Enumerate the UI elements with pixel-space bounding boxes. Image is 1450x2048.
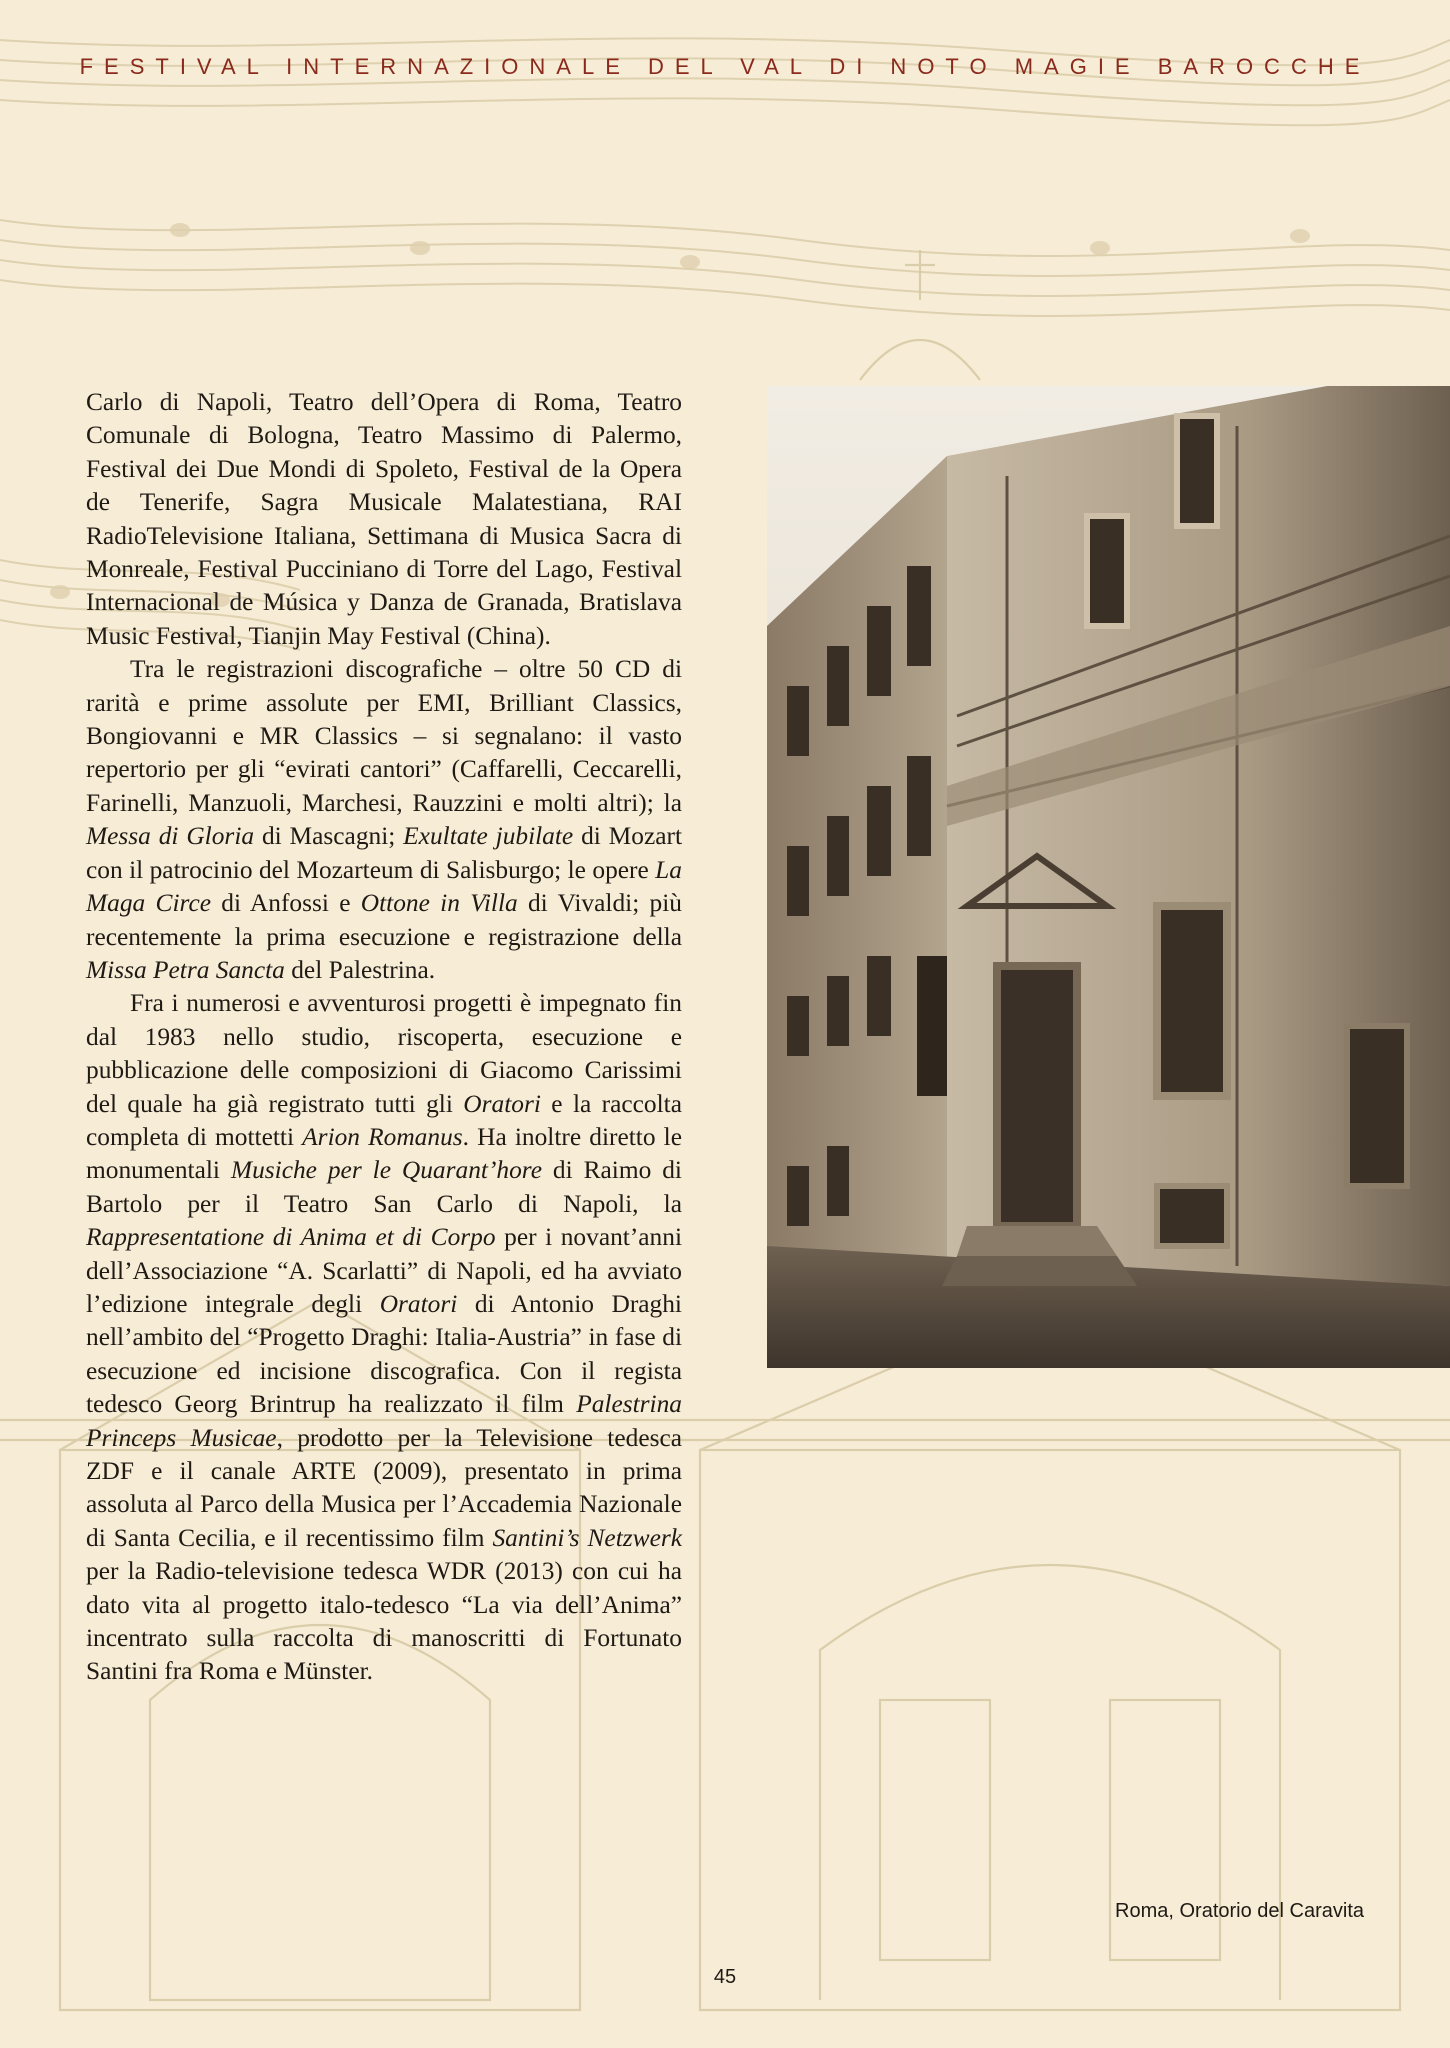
italic-title: Musiche per le Quarant’hore [230,1156,542,1185]
italic-title: Palestrina Princeps Musicae [86,1390,682,1452]
italic-title: La Maga Circe [86,855,682,918]
text-run: di Mascagni; [254,822,404,851]
italic-title: Ottone in Villa [360,889,518,918]
italic-title: Arion Romanus [302,1122,463,1151]
text-run: e la raccolta completa di mottetti [86,1089,682,1151]
text-run: di Raimo di Bartolo per il Teatro San Carlo di Napoli, la [86,1156,682,1218]
text-run: per i novant’anni dell’Associazione “A. Scarlatti” di Napoli, ed ha avviato l’edizione integrale degli [86,1223,683,1318]
italic-title: Rappresentatione di Anima et di Corpo [86,1223,496,1252]
article-paragraph [86,653,682,987]
page-number: 45 [713,1966,737,1988]
article-body [86,386,682,1689]
text-run: Tra le registrazioni discografiche – oltre 50 CD di rarità e prime assolute per EMI, Brilliant Classics, Bongiovanni e MR Classics – si segnalano: il vasto repertorio per gli “evirati cantori” (Caffarelli, Ceccarelli, Farinelli, Manzuoli, Marchesi, Rauzzini e molti altri); la [86,655,682,817]
article-paragraph [86,386,682,653]
italic-title: Oratori [379,1289,458,1318]
text-run: , prodotto per la Televisione tedesca ZDF e il canale ARTE (2009), presentato in prima assoluta al Parco della Musica per l’Accademia Nazionale di Santa Cecilia, e il recentissimo film [86,1423,683,1552]
photo-caption: Roma, Oratorio del Caravita [1115,1900,1364,1922]
running-header: FESTIVAL INTERNAZIONALE DEL VAL DI NOTO MAGIE BAROCCHE [79,54,1371,79]
text-run: di Antonio Draghi nell’ambito del “Progetto Draghi: Italia-Austria” in fase di esecuzione ed incisione discografica. Con il regista tedesco Georg Brintrup ha realizzato il film [86,1289,682,1419]
text-run: Fra i numerosi e avventurosi progetti è impegnato fin dal 1983 nello studio, riscoperta, esecuzione e pubblicazione delle composizioni di Giacomo Carissimi del quale ha già registrato tutti gli [86,989,682,1118]
text-run: del Palestrina. [284,955,436,984]
text-run: di Vivaldi; più recentemente la prima esecuzione e registrazione della [86,889,682,951]
oratorio-photo [767,386,1450,1368]
text-run: Carlo di Napoli, Teatro dell’Opera di Roma, Teatro Comunale di Bologna, Teatro Massimo di Palermo, Festival dei Due Mondi di Spoleto, Festival de la Opera de Tenerife, Sagra Musicale Malatestiana, RAI RadioTelevisione Italiana, Settimana di Musica Sacra di Monreale, Festival Pucciniano di Torre del Lago, Festival Internacional de Música y Danza de Granada, Bratislava Music Festival, Tianjin May Festival (China). [86,388,682,650]
text-run: di Mozart con il patrocinio del Mozarteum di Salisburgo; le opere [86,822,683,884]
italic-title: Missa Petra Sancta [86,955,285,984]
italic-title: Messa di Gloria [86,822,255,851]
italic-title: Santini’s Netzwerk [492,1523,682,1552]
article-paragraph [86,987,682,1689]
italic-title: Oratori [463,1089,541,1118]
text-run: per la Radio-televisione tedesca WDR (2013) con cui ha dato vita al progetto italo-tedesco “La via dell’Anima” incentrato sulla raccolta di manoscritti di Fortunato Santini fra Roma e Münster. [86,1557,682,1686]
text-run: di Anfossi e [211,889,361,918]
italic-title: Exultate jubilate [403,822,574,851]
text-run: . Ha inoltre diretto le monumentali [86,1122,682,1185]
